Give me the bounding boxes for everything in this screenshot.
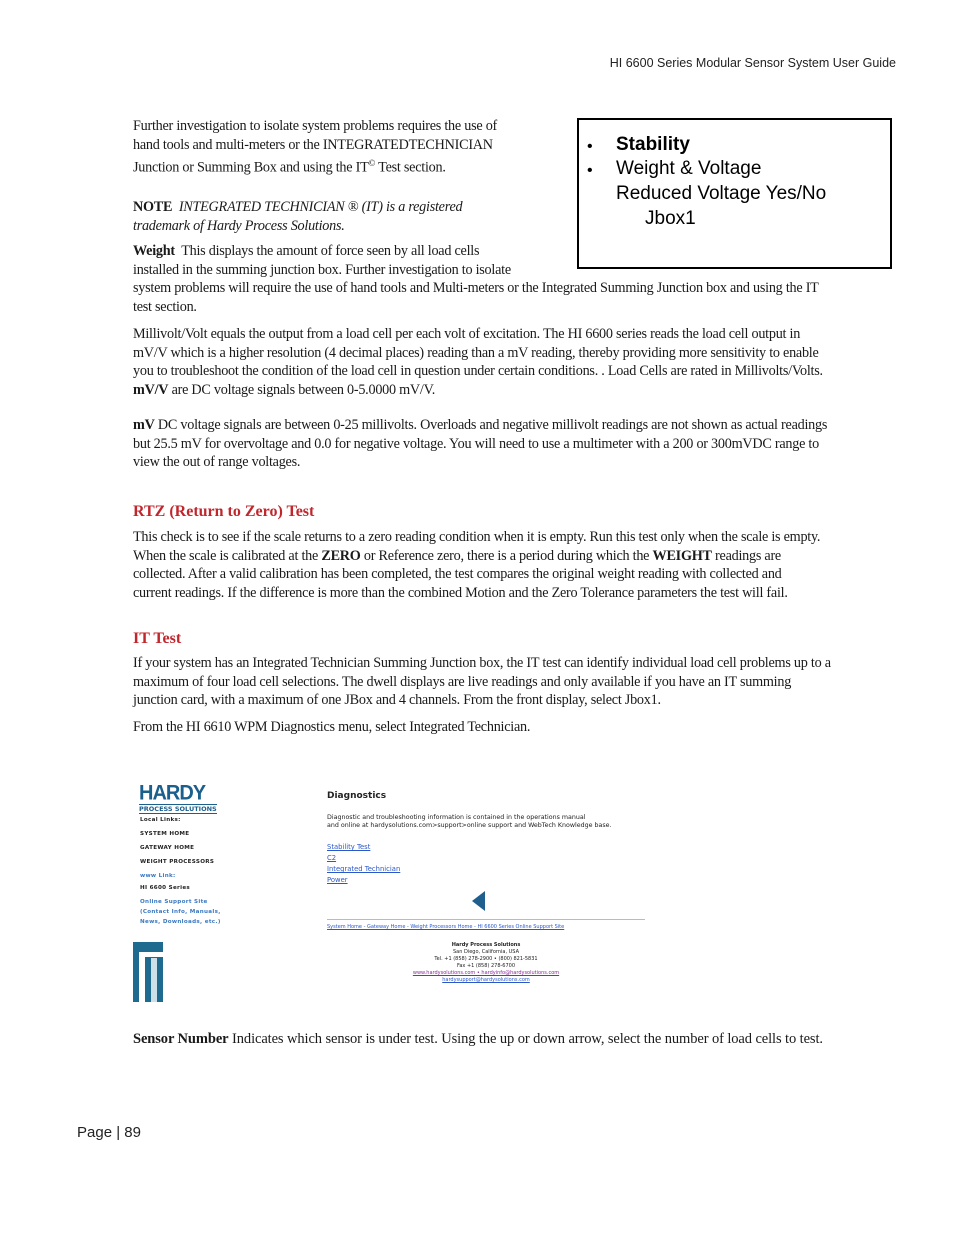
it-test-heading: IT Test <box>133 630 182 647</box>
sidebar-support-detail: News, Downloads, etc.) <box>140 919 221 925</box>
company-web[interactable]: www.hardysolutions.com • hardyinfo@hardysolutions.com <box>412 970 560 976</box>
company-tel: Tel. +1 (858) 278-2900 • (800) 821-5831 <box>434 956 538 962</box>
company-city: San Diego, California, USA <box>453 949 519 955</box>
mvv-line: mV/V which is a higher resolution (4 decimal places) reading than a mV reading, thereby providing more sensitivity to enable <box>133 344 819 361</box>
hardy-logo: HARDY <box>139 781 206 805</box>
link-power[interactable]: Power <box>327 876 348 884</box>
mv-line: mV DC voltage signals are between 0-25 millivolts. Overloads and negative millivolt readings are not shown as actual readings <box>133 417 828 433</box>
sidebar-link-gateway-home[interactable]: GATEWAY HOME <box>140 845 195 851</box>
rtz-paragraph <box>133 528 885 602</box>
back-arrow-icon[interactable] <box>472 891 485 911</box>
diagnostics-title: Diagnostics <box>327 791 387 801</box>
rtz-line: collected. After a valid calibration has been completed, the test compares the original weight reading with collected and <box>133 566 782 583</box>
sidebar-link-hi6600[interactable]: HI 6600 Series <box>140 885 191 891</box>
diagnostics-web-screenshot <box>133 778 648 1003</box>
intro-line: Junction or Summing Box and using the IT© Test section. <box>133 158 446 176</box>
rtz-line: This check is to see if the scale returns to a zero reading condition when it is empty. Run this test only when the scale is empty. <box>133 529 821 545</box>
sidebar-www-link-label: www Link: <box>140 873 176 879</box>
weight-line: test section. <box>133 298 197 315</box>
page-footer: Page | 89 <box>77 1124 141 1141</box>
it-line: junction card, with a maximum of one JBox and 4 channels. From the front display, select Jbox1. <box>133 692 661 709</box>
sidebar-support-detail: (Contact Info, Manuals, <box>140 909 221 915</box>
intro-line: hand tools and multi-meters or the INTEGRATEDTECHNICIAN <box>133 136 493 153</box>
mvv-paragraph <box>133 325 885 399</box>
rtz-heading: RTZ (Return to Zero) Test <box>133 503 315 520</box>
weight-line: Weight This displays the amount of force seen by all load cells <box>133 243 480 259</box>
company-name: Hardy Process Solutions <box>451 942 521 948</box>
running-header: HI 6600 Series Modular Sensor System User Guide <box>609 56 896 70</box>
note-line: NOTE INTEGRATED TECHNICIAN ® (IT) is a registered <box>133 199 463 215</box>
note-paragraph <box>133 198 553 235</box>
it-line: maximum of four load cell selections. The dwell displays are live readings and only available if you have an IT summing <box>133 673 792 690</box>
footer-links[interactable]: System Home - Gateway Home - Weight Processors Home - HI 6600 Series Online Support Site <box>327 924 565 930</box>
sensor-number-paragraph: Sensor Number Indicates which sensor is under test. Using the up or down arrow, select the number of load cells to test. <box>133 1031 823 1047</box>
it-line: If your system has an Integrated Technician Summing Junction box, the IT test can identify individual load cell problems up to a <box>133 655 831 671</box>
link-c2[interactable]: C2 <box>327 854 337 862</box>
note-line: trademark of Hardy Process Solutions. <box>133 217 345 234</box>
mv-line: view the out of range voltages. <box>133 454 301 471</box>
hardy-emblem-icon <box>133 942 163 1002</box>
sensor-number-label: Sensor Number <box>133 1031 229 1047</box>
mvv-line: you to troubleshoot the condition of the load cell in question under certain conditions. . Load Cells are rated in Millivolts/Volts. <box>133 363 823 380</box>
sidebar-link-weight-processors[interactable]: WEIGHT PROCESSORS <box>140 859 215 865</box>
divider <box>327 919 645 920</box>
it-from-line: From the HI 6610 WPM Diagnostics menu, select Integrated Technician. <box>133 719 531 735</box>
display-screen-box <box>577 118 892 269</box>
mvv-line: Millivolt/Volt equals the output from a load cell per each volt of excitation. The HI 6600 series reads the load cell output in <box>133 326 801 342</box>
sidebar-link-system-home[interactable]: SYSTEM HOME <box>140 831 190 837</box>
screen-line-stability: Stability <box>616 134 690 155</box>
company-email[interactable]: hardysupport@hardysolutions.com <box>442 977 530 983</box>
hardy-logo-subtitle: PROCESS SOLUTIONS <box>139 805 217 813</box>
bullet-icon: • <box>587 162 593 179</box>
weight-label: Weight <box>133 243 175 259</box>
note-label: NOTE <box>133 199 173 215</box>
screen-line-weight-voltage: Weight & Voltage <box>616 158 762 179</box>
rtz-line: When the scale is calibrated at the ZERO or Reference zero, there is a period during which the WEIGHT readings are <box>133 547 781 564</box>
link-integrated-technician[interactable]: Integrated Technician <box>327 865 401 873</box>
company-fax: Fax +1 (858) 278-6700 <box>456 963 516 969</box>
mv-paragraph <box>133 416 885 472</box>
it-test-paragraph <box>133 654 885 710</box>
page-number: 89 <box>124 1124 141 1141</box>
screenshot-sidebar <box>133 778 219 1003</box>
rtz-line: current readings. If the difference is more than the combined Motion and the Zero Tolerance parameters the test will fail. <box>133 584 788 601</box>
link-stability-test[interactable]: Stability Test <box>327 843 371 851</box>
screen-line-reduced-voltage: Reduced Voltage Yes/No <box>616 183 827 204</box>
intro-paragraph <box>133 117 553 178</box>
sidebar-local-links-label: Local Links: <box>140 817 181 823</box>
screen-line-jbox: Jbox1 <box>645 208 696 229</box>
mvv-line: mV/V are DC voltage signals between 0-5.0000 mV/V. <box>133 381 436 398</box>
intro-line: Further investigation to isolate system problems requires the use of <box>133 118 498 134</box>
weight-line: system problems will require the use of hand tools and Multi-meters or the Integrated Summing Junction box and using the IT <box>133 280 819 297</box>
diagnostics-description: Diagnostic and troubleshooting information is contained in the operations manual and online at hardysolutions.com>support>online support and WebTech Knowledge base. <box>327 814 612 829</box>
sidebar-link-online-support[interactable]: Online Support Site <box>140 899 208 905</box>
weight-line: installed in the summing junction box. Further investigation to isolate <box>133 261 511 278</box>
mv-line: but 25.5 mV for overvoltage and 0.0 for negative voltage. You will need to use a multimeter with a 200 or 300mVDC range to <box>133 435 819 452</box>
bullet-icon: • <box>587 138 593 155</box>
